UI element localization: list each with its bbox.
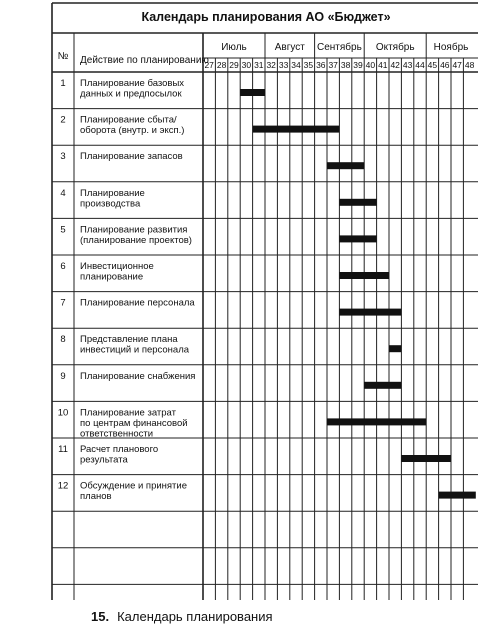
month-label: Октябрь (375, 42, 415, 53)
row-action-text: планов (80, 491, 112, 503)
week-number: 42 (390, 60, 400, 70)
month-header-row (221, 41, 468, 53)
row-action-text: по центрам финансовой (80, 417, 188, 429)
row-number: 6 (60, 261, 66, 272)
gantt-bar (339, 199, 376, 206)
row-number: 7 (60, 297, 66, 309)
row-action-text: данных и предпосылок (80, 88, 182, 100)
row-number: 10 (57, 407, 69, 419)
week-number: 47 (452, 60, 462, 70)
gantt-bar (339, 272, 389, 279)
gantt-bar (240, 89, 265, 96)
gantt-bar (327, 162, 364, 169)
month-label: Июль (221, 42, 247, 53)
week-number: 44 (415, 60, 425, 70)
row-number: 4 (60, 187, 66, 199)
gantt-bar (389, 345, 401, 352)
week-number: 27 (204, 60, 214, 70)
row-action-text: Планирование развития (80, 224, 188, 236)
row-action-text: Планирование персонала (80, 297, 195, 309)
table-title: Календарь планирования АО «Бюджет» (141, 10, 391, 24)
row-action-text: Планирование (80, 187, 145, 199)
row-action-text: (планирование проектов) (80, 234, 192, 246)
row-number: 5 (60, 224, 66, 236)
month-label: Сентябрь (316, 42, 362, 53)
row-action-text: ответственности (80, 428, 154, 440)
row-action-text: производства (80, 198, 141, 210)
row-action-text: Планирование запасов (80, 151, 183, 163)
row-action-text: Планирование сбыта/ (80, 114, 177, 126)
gantt-bar (339, 309, 401, 316)
week-number: 35 (303, 60, 314, 70)
row-number: 3 (60, 151, 66, 163)
row-action-text: Обсуждение и принятие (80, 480, 188, 492)
row-action-text: Планирование базовых (80, 78, 185, 89)
gantt-bar (439, 492, 476, 499)
number-column-header: № (57, 51, 69, 62)
row-number: 2 (60, 114, 66, 126)
figure-caption-text: Календарь планирования (117, 609, 273, 624)
week-number: 40 (365, 60, 376, 70)
gantt-bar (364, 382, 401, 389)
gantt-bar (253, 126, 340, 133)
figure-number: 15. (91, 609, 110, 624)
week-number: 34 (291, 60, 301, 70)
week-number: 37 (328, 60, 338, 70)
week-number: 39 (353, 60, 363, 70)
gantt-bar (401, 455, 451, 462)
row-number: 8 (60, 334, 66, 346)
row-number: 1 (60, 78, 66, 89)
week-number: 46 (440, 60, 450, 70)
week-number: 33 (278, 60, 289, 70)
action-column-header: Действие по планированию (80, 55, 209, 66)
row-action-text: Представление плана (80, 334, 178, 346)
gantt-bar (327, 418, 426, 425)
week-number: 48 (464, 60, 475, 70)
week-number: 38 (340, 60, 351, 70)
week-number: 30 (241, 60, 252, 70)
row-action-text: оборота (внутр. и эксп.) (80, 125, 185, 137)
row-action-text: инвестиций и персонала (80, 344, 190, 356)
month-label: Август (274, 42, 305, 53)
row-number: 9 (60, 370, 66, 382)
row-action-text: Расчет планового (80, 444, 159, 455)
week-number: 45 (427, 60, 438, 70)
week-number: 31 (254, 60, 264, 70)
week-number: 28 (216, 60, 227, 70)
row-action-text: результата (80, 454, 128, 466)
row-action-text: Планирование затрат (80, 407, 176, 419)
month-label: Ноябрь (433, 42, 469, 53)
week-number: 41 (378, 60, 388, 70)
week-number: 32 (266, 60, 276, 70)
row-action-text: Планирование снабжения (80, 370, 196, 382)
row-action-text: планирование (80, 271, 144, 283)
week-number: 29 (229, 60, 239, 70)
gantt-bar (339, 235, 376, 242)
week-number: 36 (316, 60, 326, 70)
row-number: 11 (58, 444, 68, 455)
row-action-text: Инвестиционное (80, 261, 154, 272)
row-number: 12 (57, 480, 69, 492)
week-number: 43 (402, 60, 413, 70)
figure-caption (91, 609, 273, 624)
gantt-bars (240, 89, 476, 499)
